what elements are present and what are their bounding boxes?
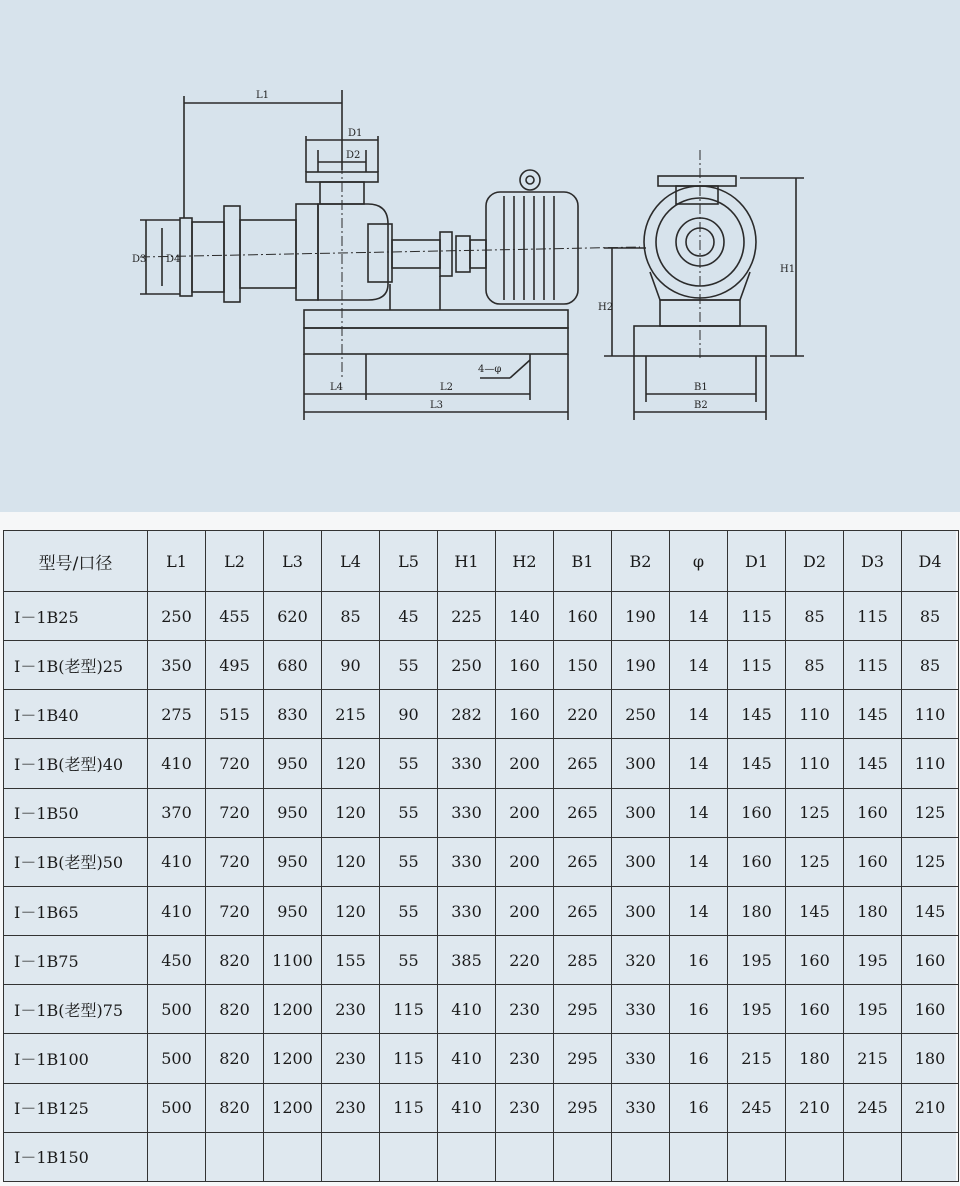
cell-value: 145 [902, 886, 959, 935]
spec-table-container [3, 530, 956, 1182]
cell-value: 14 [670, 641, 728, 690]
label-l3: L3 [430, 400, 444, 411]
cell-value: 230 [496, 1034, 554, 1083]
cell-value: 230 [496, 985, 554, 1034]
cell-value: 55 [380, 788, 438, 837]
cell-value: 55 [380, 837, 438, 886]
cell-value [786, 1132, 844, 1181]
cell-value: 16 [670, 985, 728, 1034]
cell-value: 215 [844, 1034, 902, 1083]
cell-value: 160 [728, 788, 786, 837]
cell-value: 830 [264, 690, 322, 739]
cell-value: 120 [322, 837, 380, 886]
cell-value: 230 [496, 1083, 554, 1132]
cell-value: 85 [902, 641, 959, 690]
cell-value: 350 [148, 641, 206, 690]
cell-value: 145 [844, 690, 902, 739]
cell-value: 515 [206, 690, 264, 739]
cell-value: 220 [554, 690, 612, 739]
cell-model: I－1B65 [4, 886, 148, 935]
cell-value: 160 [786, 985, 844, 1034]
cell-value: 245 [728, 1083, 786, 1132]
label-b2: B2 [694, 400, 708, 411]
cell-value [148, 1132, 206, 1181]
cell-value: 330 [612, 1083, 670, 1132]
cell-value: 195 [728, 985, 786, 1034]
cell-model: I－1B40 [4, 690, 148, 739]
cell-value [264, 1132, 322, 1181]
cell-value: 410 [438, 1034, 496, 1083]
cell-value: 245 [844, 1083, 902, 1132]
cell-value: 125 [786, 788, 844, 837]
cell-value: 145 [728, 690, 786, 739]
cell-value: 500 [148, 985, 206, 1034]
cell-value: 55 [380, 886, 438, 935]
cell-model: I－1B(老型)75 [4, 985, 148, 1034]
cell-value: 110 [786, 739, 844, 788]
cell-value: 282 [438, 690, 496, 739]
cell-value: 120 [322, 739, 380, 788]
cell-value: 950 [264, 788, 322, 837]
cell-value [554, 1132, 612, 1181]
table-row [4, 690, 959, 739]
cell-value: 16 [670, 1083, 728, 1132]
cell-value [670, 1132, 728, 1181]
cell-value: 265 [554, 837, 612, 886]
cell-value: 85 [902, 592, 959, 641]
cell-value [902, 1132, 959, 1181]
table-row [4, 886, 959, 935]
cell-value [438, 1132, 496, 1181]
label-h2: H2 [598, 302, 614, 313]
cell-value: 450 [148, 936, 206, 985]
cell-value: 16 [670, 936, 728, 985]
cell-model: I－1B75 [4, 936, 148, 985]
cell-value: 230 [322, 1083, 380, 1132]
cell-value: 410 [148, 886, 206, 935]
cell-value: 160 [496, 641, 554, 690]
spec-table-body [4, 592, 959, 1182]
cell-value: 195 [844, 936, 902, 985]
table-row [4, 592, 959, 641]
cell-value [380, 1132, 438, 1181]
cell-value: 180 [844, 886, 902, 935]
cell-value: 195 [728, 936, 786, 985]
cell-value: 250 [148, 592, 206, 641]
cell-value: 410 [438, 985, 496, 1034]
cell-value: 16 [670, 1034, 728, 1083]
cell-value: 330 [612, 1034, 670, 1083]
cell-value: 14 [670, 739, 728, 788]
cell-value: 215 [728, 1034, 786, 1083]
cell-value: 45 [380, 592, 438, 641]
cell-value: 820 [206, 1083, 264, 1132]
cell-value: 14 [670, 837, 728, 886]
table-row [4, 837, 959, 886]
cell-value: 1100 [264, 936, 322, 985]
label-hole: 4—φ [478, 364, 502, 375]
header-l1: L1 [148, 531, 206, 592]
table-row [4, 1132, 959, 1181]
cell-value: 455 [206, 592, 264, 641]
cell-value: 1200 [264, 985, 322, 1034]
header-d4: D4 [902, 531, 959, 592]
cell-value [322, 1132, 380, 1181]
cell-value: 720 [206, 886, 264, 935]
cell-model: I－1B150 [4, 1132, 148, 1181]
cell-value: 1200 [264, 1034, 322, 1083]
cell-value: 210 [902, 1083, 959, 1132]
cell-value: 150 [554, 641, 612, 690]
cell-value: 115 [728, 592, 786, 641]
cell-value: 620 [264, 592, 322, 641]
cell-value: 295 [554, 1083, 612, 1132]
cell-value: 330 [438, 837, 496, 886]
cell-value: 115 [844, 592, 902, 641]
cell-model: I－1B(老型)40 [4, 739, 148, 788]
cell-value: 160 [496, 690, 554, 739]
cell-value: 820 [206, 985, 264, 1034]
cell-value: 950 [264, 837, 322, 886]
cell-value: 110 [786, 690, 844, 739]
cell-value: 370 [148, 788, 206, 837]
cell-value: 145 [786, 886, 844, 935]
label-l2: L2 [440, 382, 454, 393]
cell-value: 410 [438, 1083, 496, 1132]
cell-value: 330 [612, 985, 670, 1034]
cell-value: 160 [786, 936, 844, 985]
cell-value: 200 [496, 837, 554, 886]
cell-value: 215 [322, 690, 380, 739]
cell-value: 115 [728, 641, 786, 690]
table-row [4, 985, 959, 1034]
table-row [4, 788, 959, 837]
cell-value: 85 [786, 592, 844, 641]
cell-value: 55 [380, 936, 438, 985]
cell-value: 14 [670, 788, 728, 837]
table-row [4, 641, 959, 690]
cell-value: 720 [206, 837, 264, 886]
cell-value: 125 [902, 788, 959, 837]
cell-value: 820 [206, 936, 264, 985]
cell-value: 90 [380, 690, 438, 739]
cell-value: 225 [438, 592, 496, 641]
cell-value: 265 [554, 739, 612, 788]
cell-model: I－1B50 [4, 788, 148, 837]
cell-value: 220 [496, 936, 554, 985]
cell-value [844, 1132, 902, 1181]
cell-value: 950 [264, 886, 322, 935]
cell-value: 210 [786, 1083, 844, 1132]
cell-value: 120 [322, 886, 380, 935]
cell-value: 140 [496, 592, 554, 641]
pump-dimension-drawing [0, 0, 960, 512]
table-row [4, 739, 959, 788]
cell-value: 160 [844, 788, 902, 837]
label-l1: L1 [256, 90, 270, 101]
cell-value: 85 [322, 592, 380, 641]
cell-value: 295 [554, 985, 612, 1034]
cell-value: 55 [380, 641, 438, 690]
cell-value: 125 [902, 837, 959, 886]
cell-value: 275 [148, 690, 206, 739]
cell-value: 125 [786, 837, 844, 886]
label-h1: H1 [780, 264, 796, 275]
label-d4: D4 [166, 254, 181, 265]
cell-value: 190 [612, 641, 670, 690]
label-l4: L4 [330, 382, 344, 393]
cell-value: 300 [612, 739, 670, 788]
header-b1: B1 [554, 531, 612, 592]
cell-value: 14 [670, 886, 728, 935]
cell-value: 200 [496, 788, 554, 837]
header-model: 型号/口径 [4, 531, 148, 592]
cell-value: 330 [438, 886, 496, 935]
cell-value: 180 [902, 1034, 959, 1083]
cell-value: 85 [786, 641, 844, 690]
cell-value: 330 [438, 788, 496, 837]
cell-value: 115 [844, 641, 902, 690]
header-b2: B2 [612, 531, 670, 592]
cell-value: 160 [554, 592, 612, 641]
cell-value: 300 [612, 837, 670, 886]
cell-value: 145 [728, 739, 786, 788]
cell-value: 155 [322, 936, 380, 985]
cell-model: I－1B25 [4, 592, 148, 641]
cell-value: 300 [612, 788, 670, 837]
cell-value: 200 [496, 739, 554, 788]
cell-value: 250 [612, 690, 670, 739]
cell-value: 285 [554, 936, 612, 985]
cell-value [496, 1132, 554, 1181]
cell-value: 145 [844, 739, 902, 788]
cell-value: 110 [902, 690, 959, 739]
cell-model: I－1B(老型)50 [4, 837, 148, 886]
spec-table-header [4, 531, 959, 592]
cell-value: 115 [380, 1083, 438, 1132]
header-l2: L2 [206, 531, 264, 592]
cell-value: 180 [786, 1034, 844, 1083]
pump-drawing-svg [0, 0, 960, 512]
cell-value: 55 [380, 739, 438, 788]
table-row [4, 1034, 959, 1083]
cell-value: 14 [670, 592, 728, 641]
header-d3: D3 [844, 531, 902, 592]
label-d3: D3 [132, 254, 147, 265]
table-row [4, 936, 959, 985]
cell-value: 14 [670, 690, 728, 739]
cell-value: 265 [554, 788, 612, 837]
header-l4: L4 [322, 531, 380, 592]
cell-value [206, 1132, 264, 1181]
header-h1: H1 [438, 531, 496, 592]
header-l3: L3 [264, 531, 322, 592]
cell-value: 265 [554, 886, 612, 935]
header-h2: H2 [496, 531, 554, 592]
cell-value: 195 [844, 985, 902, 1034]
cell-value: 160 [728, 837, 786, 886]
cell-value: 495 [206, 641, 264, 690]
cell-value: 500 [148, 1034, 206, 1083]
cell-value: 720 [206, 739, 264, 788]
label-d1: D1 [348, 128, 363, 139]
cell-value [612, 1132, 670, 1181]
cell-value: 180 [728, 886, 786, 935]
cell-value: 410 [148, 739, 206, 788]
cell-value: 1200 [264, 1083, 322, 1132]
cell-value: 720 [206, 788, 264, 837]
cell-model: I－1B100 [4, 1034, 148, 1083]
cell-value: 160 [844, 837, 902, 886]
cell-value: 385 [438, 936, 496, 985]
cell-value: 115 [380, 1034, 438, 1083]
cell-value: 230 [322, 1034, 380, 1083]
cell-value: 190 [612, 592, 670, 641]
cell-value: 115 [380, 985, 438, 1034]
label-d2: D2 [346, 150, 361, 161]
cell-value: 90 [322, 641, 380, 690]
cell-value: 230 [322, 985, 380, 1034]
cell-value: 330 [438, 739, 496, 788]
cell-value: 410 [148, 837, 206, 886]
table-row [4, 1083, 959, 1132]
cell-model: I－1B125 [4, 1083, 148, 1132]
cell-value: 950 [264, 739, 322, 788]
header-φ: φ [670, 531, 728, 592]
header-l5: L5 [380, 531, 438, 592]
cell-model: I－1B(老型)25 [4, 641, 148, 690]
cell-value: 160 [902, 936, 959, 985]
cell-value: 120 [322, 788, 380, 837]
cell-value: 250 [438, 641, 496, 690]
cell-value: 680 [264, 641, 322, 690]
cell-value: 200 [496, 886, 554, 935]
cell-value: 110 [902, 739, 959, 788]
header-d1: D1 [728, 531, 786, 592]
cell-value: 500 [148, 1083, 206, 1132]
cell-value: 320 [612, 936, 670, 985]
cell-value: 820 [206, 1034, 264, 1083]
label-b1: B1 [694, 382, 708, 393]
cell-value: 160 [902, 985, 959, 1034]
spec-table [3, 530, 959, 1182]
cell-value: 295 [554, 1034, 612, 1083]
header-row [4, 531, 959, 592]
header-d2: D2 [786, 531, 844, 592]
cell-value [728, 1132, 786, 1181]
cell-value: 300 [612, 886, 670, 935]
